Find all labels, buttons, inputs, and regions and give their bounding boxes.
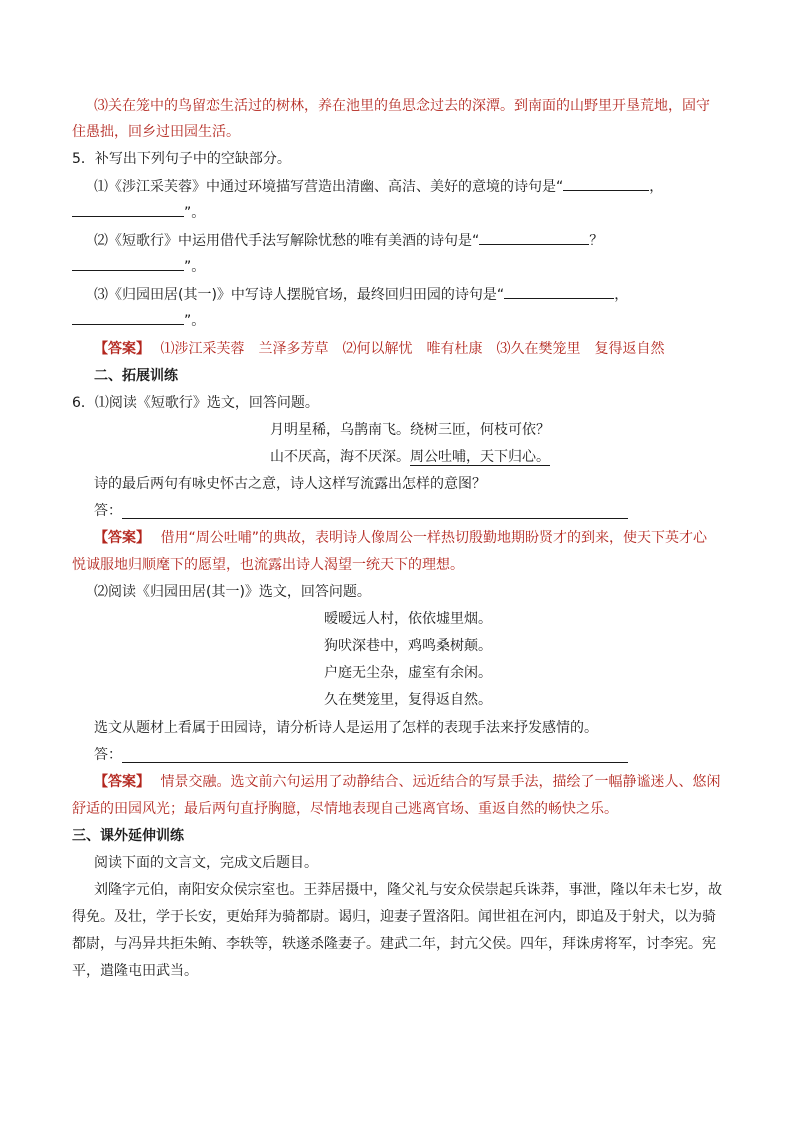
passage-line-1: 刘隆字元伯，南阳安众侯宗室也。王莽居摄中，隆父礼与安众侯崇起兵诛莽，事泄，隆以年未七岁，故: [94, 882, 723, 898]
q5-item-3-end: ”。: [184, 313, 206, 329]
answer-tag: 【答案】: [94, 530, 150, 546]
q6-title: 6．⑴阅读《短歌行》选文，回答问题。: [72, 395, 319, 411]
answer-2-line-2: 舒适的田园风光；最后两句直抒胸臆，尽情地表现自己逃离官场、重返自然的畅快之乐。: [72, 801, 618, 817]
poem-2-line-2: 狗吠深巷中，鸡鸣桑树颠。: [324, 638, 492, 654]
q5-item-2-end: ”。: [184, 259, 206, 275]
blank-field[interactable]: [479, 230, 589, 245]
q5-item-3-cont: [72, 310, 205, 331]
q5-item-1-text: ⑴《涉江采芙蓉》中通过环境描写营造出清幽、高洁、美好的意境的诗句是“: [94, 179, 564, 195]
q5-item-1: [94, 176, 663, 197]
q5-item-3-comma: ，: [614, 287, 629, 303]
poem-1-line-1: 月明星稀，乌鹊南飞。绕树三匝，何枝可依？: [270, 422, 550, 438]
poem-2-line-4: 久在樊笼里，复得返自然。: [324, 692, 492, 708]
blank-field[interactable]: [563, 176, 649, 191]
answer-label-2: 答：: [94, 747, 122, 763]
section-3-title: 三、课外延伸训练: [72, 828, 184, 844]
q6-question-1: 诗的最后两句有咏史怀古之意，诗人这样写流露出怎样的意图？: [94, 476, 486, 492]
answer-tag: 【答案】: [94, 341, 150, 357]
answer-text: ⑴涉江采芙蓉 兰泽多芳草 ⑵何以解忧 唯有杜康 ⑶久在樊笼里 复得返自然: [160, 341, 665, 357]
poem-1-line-2-b: 周公吐哺，天下归心。: [410, 449, 550, 465]
passage-line-4: 平，遣隆屯田武当。: [72, 963, 198, 979]
q5-item-2-text: ⑵《短歌行》中运用借代手法写解除忧愁的唯有美酒的诗句是“: [94, 233, 480, 249]
answer-continuation-line-1: ⑶关在笼中的鸟留恋生活过的树林，养在池里的鱼思念过去的深潭。到南面的山野里开垦荒地，固守: [94, 98, 710, 114]
answer-1-line-1: 借用“周公吐哺”的典故，表明诗人像周公一样热切殷勤地期盼贤才的到来，使天下英才心: [160, 530, 707, 546]
q5-item-1-comma: ，: [649, 179, 664, 195]
q6-sub-2-title: ⑵阅读《归园田居(其一)》选文，回答问题。: [94, 584, 371, 600]
q5-item-1-end: ”。: [184, 205, 206, 221]
blank-field[interactable]: [72, 202, 184, 217]
q5-item-1-cont: [72, 202, 205, 223]
q5-item-2: [94, 230, 603, 251]
poem-2-line-1: 暧暧远人村，依依墟里烟。: [324, 611, 492, 627]
poem-2-line-3: 户庭无尘杂，虚室有余闲。: [324, 665, 492, 681]
blank-field[interactable]: [504, 284, 614, 299]
answer-line-2[interactable]: [122, 762, 628, 763]
answer-continuation-line-2: 住愚拙，回乡过田园生活。: [72, 124, 240, 140]
answer-2-line-1: 情景交融。选文前六句运用了动静结合、远近结合的写景手法，描绘了一幅静谧迷人、悠闲: [160, 774, 721, 790]
q6-answer-2: [94, 772, 720, 792]
q5-item-2-mark: ？: [589, 233, 604, 249]
q6-answer-1: [94, 528, 707, 548]
blank-field[interactable]: [72, 256, 184, 271]
poem-1-line-2-a: 山不厌高，海不厌深。: [270, 449, 410, 465]
q6-question-2: 选文从题材上看属于田园诗，请分析诗人是运用了怎样的表现手法来抒发感情的。: [94, 720, 598, 736]
passage-line-2: 得免。及壮，学于长安，更始拜为骑都尉。谒归，迎妻子置洛阳。闻世祖在河内，即追及于射犬，以为骑: [72, 909, 716, 925]
answer-tag: 【答案】: [94, 774, 150, 790]
q5-item-3: [94, 284, 628, 305]
blank-field[interactable]: [72, 310, 184, 325]
answer-1-line-2: 悦诚服地归顺麾下的愿望，也流露出诗人渴望一统天下的理想。: [72, 557, 464, 573]
section-3-intro: 阅读下面的文言文，完成文后题目。: [94, 855, 318, 871]
passage-line-3: 都尉，与冯异共拒朱鲔、李轶等，轶遂杀隆妻子。建武二年，封亢父侯。四年，拜诛虏将军，讨李宪。宪: [72, 936, 716, 952]
q5-title: 5．补写出下列句子中的空缺部分。: [72, 151, 291, 167]
q5-item-2-cont: [72, 256, 205, 277]
section-2-title: 二、拓展训练: [94, 368, 178, 384]
poem-1-line-2: [270, 447, 550, 467]
q5-item-3-text: ⑶《归园田居(其一)》中写诗人摆脱官场，最终回归田园的诗句是“: [94, 287, 505, 303]
answer-line-1[interactable]: [122, 518, 628, 519]
q5-answer: [94, 339, 664, 359]
answer-label-1: 答：: [94, 503, 122, 519]
